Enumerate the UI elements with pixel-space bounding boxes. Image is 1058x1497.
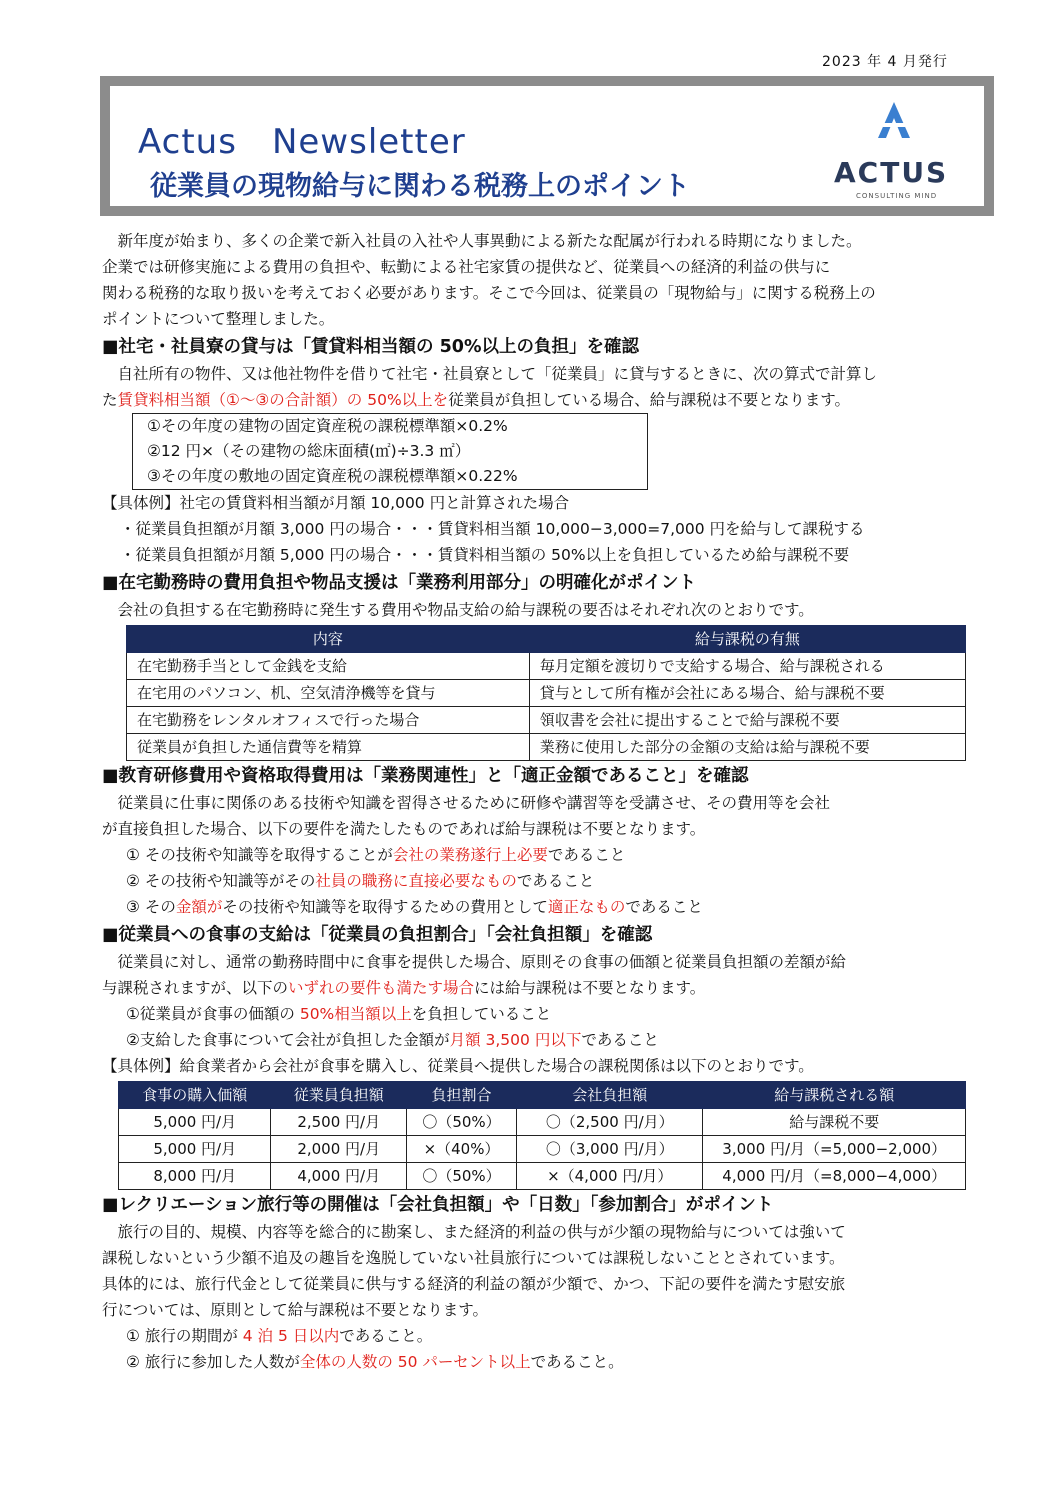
example-title: 【具体例】給食業者から会社が食事を購入し、従業員へ提供した場合の課税関係は以下のとおりです。: [102, 1057, 814, 1075]
table-cell: 〇（50%）: [406, 1109, 516, 1136]
table-cell: 業務に使用した部分の金額の支給は給与課税不要: [529, 734, 965, 761]
table-row: [127, 707, 966, 734]
table-cell: 4,000 円/月: [271, 1163, 407, 1190]
actus-logo: [816, 100, 966, 210]
example-title: 【具体例】社宅の賃貸料相当額が月額 10,000 円と計算された場合: [102, 494, 570, 512]
table-cell: 在宅用のパソコン、机、空気清浄機等を貸与: [127, 680, 530, 707]
section-text: 従業員に仕事に関係のある技術や知識を習得させるために研修や講習等を受講させ、その費用等を会社: [117, 794, 831, 812]
formula-item: ②12 円×（その建物の総床面積(㎡)÷3.3 ㎡）: [147, 442, 471, 460]
requirement-item: ① 旅行の期間が 4 泊 5 日以内であること。: [126, 1327, 433, 1345]
section-text: 課税しないという少額不追及の趣旨を逸脱していない社員旅行については課税しないこととされています。: [102, 1249, 845, 1267]
table-cell: 毎月定額を渡切りで支給する場合、給与課税される: [529, 653, 965, 680]
table-header-cell: 負担割合: [406, 1082, 516, 1109]
table-row: [127, 653, 966, 680]
table-cell: 2,500 円/月: [271, 1109, 407, 1136]
table-cell: 5,000 円/月: [119, 1109, 271, 1136]
table-cell: 〇（3,000 円/月）: [517, 1136, 703, 1163]
highlight-text: 賃貸料相当額（①～③の合計額）の 50%以上を: [117, 391, 449, 409]
table-cell: 在宅勤務をレンタルオフィスで行った場合: [127, 707, 530, 734]
header-subtitle: 従業員の現物給与に関わる税務上のポイント: [150, 171, 690, 202]
intro-line: ポイントについて整理しました。: [102, 310, 335, 328]
section-text: 与課税されますが、以下のいずれの要件も満たす場合には給与課税は不要となります。: [102, 979, 706, 997]
table-header-cell: 給与課税される額: [703, 1082, 966, 1109]
table-cell: 5,000 円/月: [119, 1136, 271, 1163]
section-text: 従業員に対し、通常の勤務時間中に食事を提供した場合、原則その食事の価額と従業員負担額の差額が給: [117, 953, 847, 971]
newsletter-header: [100, 76, 994, 216]
section-text: 行については、原則として給与課税は不要となります。: [102, 1301, 488, 1319]
table-row: [119, 1109, 966, 1136]
logo-tagline: CONSULTING MIND: [856, 192, 938, 200]
formula-item: ③その年度の敷地の固定資産税の課税標準額×0.22%: [147, 467, 518, 485]
table-row: [127, 680, 966, 707]
table-row: [119, 1136, 966, 1163]
table-cell: 給与課税不要: [703, 1109, 966, 1136]
actus-logo-icon: [874, 100, 914, 140]
table-cell: 4,000 円/月（=8,000−4,000）: [703, 1163, 966, 1190]
formula-item: ①その年度の建物の固定資産税の課税標準額×0.2%: [147, 417, 508, 435]
example-item: ・従業員負担額が月額 3,000 円の場合・・・賃貸料相当額 10,000−3,000=7,000 円を給与して課税する: [120, 520, 865, 538]
table-cell: 従業員が負担した通信費等を精算: [127, 734, 530, 761]
table-header-row: [127, 626, 966, 653]
requirement-item: ②支給した食事について会社が負担した金額が月額 3,500 円以下であること: [126, 1031, 659, 1049]
section-text: 旅行の目的、規模、内容等を総合的に勘案し、また経済的利益の供与が少額の現物給与については強いて: [117, 1223, 846, 1241]
table-header-cell: 給与課税の有無: [529, 626, 965, 653]
table-cell: 3,000 円/月（=5,000−2,000）: [703, 1136, 966, 1163]
section-text: が直接負担した場合、以下の要件を満たしたものであれば給与課税は不要となります。: [102, 820, 706, 838]
intro-line: 新年度が始まり、多くの企業で新入社員の入社や人事異動による新たな配属が行われる時期になりました。: [117, 232, 862, 250]
table-cell: ×（4,000 円/月）: [517, 1163, 703, 1190]
remote-work-table: [126, 625, 966, 761]
table-cell: 2,000 円/月: [271, 1136, 407, 1163]
table-cell: 在宅勤務手当として金銭を支給: [127, 653, 530, 680]
table-header-row: [119, 1082, 966, 1109]
example-item: ・従業員負担額が月額 5,000 円の場合・・・賃貸料相当額の 50%以上を負担しているため給与課税不要: [120, 546, 850, 564]
section-text: 具体的には、旅行代金として従業員に供与する経済的利益の額が少額で、かつ、下記の要件を満たす慰安旅: [102, 1275, 846, 1293]
logo-wordmark: ACTUS: [834, 156, 949, 189]
table-cell: 8,000 円/月: [119, 1163, 271, 1190]
intro-line: 関わる税務的な取り扱いを考えておく必要があります。そこで今回は、従業員の「現物給与」に関する税務上の: [102, 284, 876, 302]
header-title: Actus Newsletter: [138, 122, 466, 162]
table-cell: ×（40%）: [406, 1136, 516, 1163]
table-header-cell: 会社負担額: [517, 1082, 703, 1109]
section-heading-remote-work: ■在宅勤務時の費用負担や物品支援は「業務利用部分」の明確化がポイント: [102, 573, 697, 593]
table-cell: 領収書を会社に提出することで給与課税不要: [529, 707, 965, 734]
table-header-cell: 食事の購入価額: [119, 1082, 271, 1109]
section-heading-training: ■教育研修費用や資格取得費用は「業務関連性」と「適正金額であること」を確認: [102, 766, 749, 786]
requirement-item: ③ その金額がその技術や知識等を取得するための費用として適正なものであること: [126, 898, 703, 916]
section-heading-housing: ■社宅・社員寮の貸与は「賃貸料相当額の 50%以上の負担」を確認: [102, 337, 640, 357]
requirement-item: ① その技術や知識等を取得することが会社の業務遂行上必要であること: [126, 846, 626, 864]
table-row: [119, 1163, 966, 1190]
table-header-cell: 従業員負担額: [271, 1082, 407, 1109]
meal-example-table: [118, 1081, 966, 1190]
requirement-item: ② その技術や知識等がその社員の職務に直接必要なものであること: [126, 872, 595, 890]
newsletter-body: [102, 228, 982, 1375]
issue-date: 2023 年 4 月発行: [822, 54, 948, 70]
table-row: [127, 734, 966, 761]
section-text: 自社所有の物件、又は他社物件を借りて社宅・社員寮として「従業員」に貸与するときに、次の算式で計算し: [117, 365, 878, 383]
table-cell: 貸与として所有権が会社にある場合、給与課税不要: [529, 680, 965, 707]
section-text: た賃貸料相当額（①～③の合計額）の 50%以上を従業員が負担している場合、給与課税は不要となります。: [102, 391, 850, 409]
requirement-item: ② 旅行に参加した人数が全体の人数の 50 パーセント以上であること。: [126, 1353, 624, 1371]
formula-box: [132, 413, 648, 490]
table-cell: 〇（2,500 円/月）: [517, 1109, 703, 1136]
requirement-item: ①従業員が食事の価額の 50%相当額以上を負担していること: [126, 1005, 552, 1023]
table-header-cell: 内容: [127, 626, 530, 653]
section-text: 会社の負担する在宅勤務時に発生する費用や物品支給の給与課税の要否はそれぞれ次のとおりです。: [117, 601, 814, 619]
section-heading-meals: ■従業員への食事の支給は「従業員の負担割合」「会社負担額」を確認: [102, 925, 653, 945]
intro-line: 企業では研修実施による費用の負担や、転勤による社宅家賃の提供など、従業員への経済的利益の供与に: [102, 258, 831, 276]
table-cell: 〇（50%）: [406, 1163, 516, 1190]
section-heading-recreation: ■レクリエーション旅行等の開催は「会社負担額」や「日数」「参加割合」がポイント: [102, 1195, 774, 1215]
